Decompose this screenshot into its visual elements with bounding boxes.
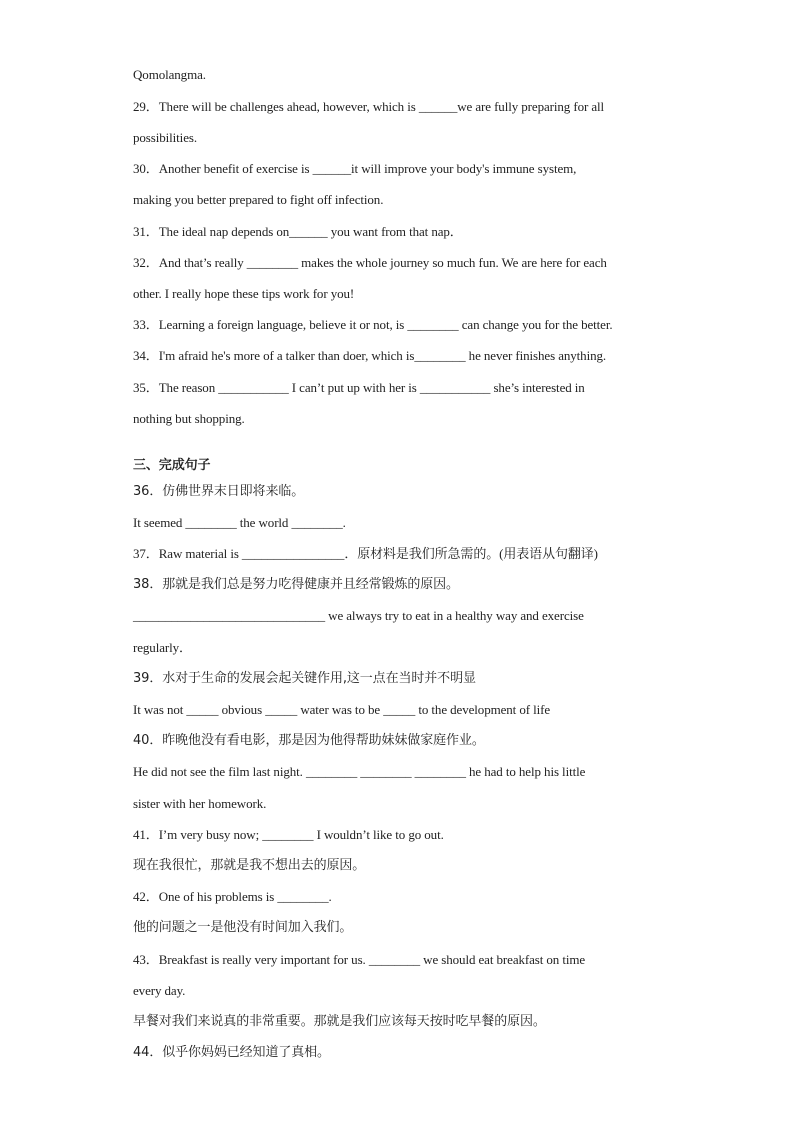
text-line: every day.: [133, 983, 186, 998]
text-line: making you better prepared to fight off infection.: [133, 192, 384, 207]
text-line: 早餐对我们来说真的非常重要。那就是我们应该每天按时吃早餐的原因。: [133, 1014, 546, 1029]
question-42: 42．One of his problems is ________.: [133, 889, 332, 904]
text-line: 他的问题之一是他没有时间加入我们。: [133, 920, 353, 935]
question-34: 34．I'm afraid he's more of a talker than doer, which is________ he never finishes anything.: [133, 348, 607, 363]
question-31: 31．The ideal nap depends on______ you want from that nap．: [133, 224, 463, 239]
text-line: nothing but shopping.: [133, 411, 245, 426]
text-line: possibilities.: [133, 130, 197, 145]
question-30: 30．Another benefit of exercise is ______it will improve your body's immune system,: [133, 161, 577, 176]
text-line: 现在我很忙，那就是我不想出去的原因。: [133, 858, 366, 873]
text-line: Qomolangma.: [133, 67, 206, 82]
text-line: sister with her homework.: [133, 796, 267, 811]
text-line: It was not _____ obvious _____ water was to be _____ to the development of life: [133, 702, 551, 717]
question-36: 36．仿佛世界末日即将来临。: [133, 484, 305, 499]
question-44: 44．似乎你妈妈已经知道了真相。: [133, 1045, 330, 1060]
question-39: 39．水对于生命的发展会起关键作用,这一点在当时并不明显: [133, 671, 476, 686]
text-line: regularly．: [133, 640, 192, 655]
question-38: 38．那就是我们总是努力吃得健康并且经常锻炼的原因。: [133, 577, 459, 592]
text-line: He did not see the film last night. ________ ________ ________ he had to help his little: [133, 764, 586, 779]
question-43: 43．Breakfast is really very important for us. ________ we should eat breakfast on time: [133, 952, 586, 967]
question-35: 35．The reason ___________ I can’t put up with her is ___________ she’s interested in: [133, 380, 585, 395]
question-29: 29．There will be challenges ahead, however, which is ______we are fully preparing for all: [133, 99, 605, 114]
text-line: It seemed ________ the world ________.: [133, 515, 346, 530]
question-32: 32．And that’s really ________ makes the whole journey so much fun. We are here for each: [133, 255, 607, 270]
text-line: ______________________________ we always try to eat in a healthy way and exercise: [133, 608, 584, 623]
question-33: 33．Learning a foreign language, believe it or not, is ________ can change you for the better.: [133, 317, 613, 332]
text-line: other. I really hope these tips work for you!: [133, 286, 355, 301]
section-heading: 三、完成句子: [133, 458, 211, 473]
question-37: 37．Raw material is ________________．原材料是我们所急需的。(用表语从句翻译): [133, 546, 598, 561]
question-41: 41．I’m very busy now; ________ I wouldn’t like to go out.: [133, 827, 444, 842]
question-40: 40．昨晚他没有看电影，那是因为他得帮助妹妹做家庭作业。: [133, 733, 485, 748]
